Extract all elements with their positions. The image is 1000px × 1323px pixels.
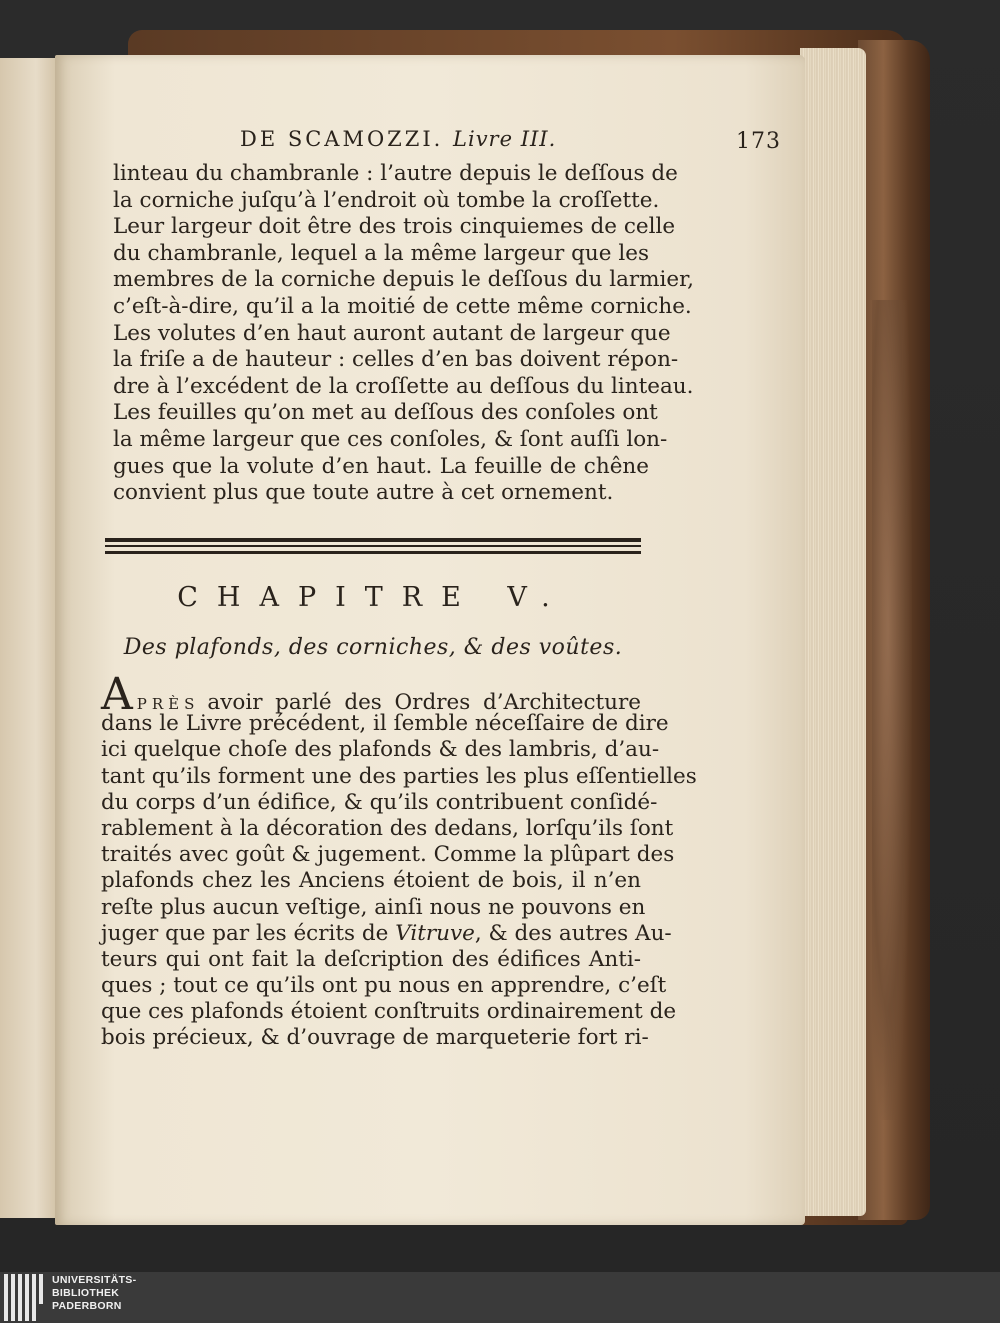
text-line: tant qu’ils forment une des parties les plus eſſentielles: [101, 763, 697, 789]
text-line: linteau du chambranle : l’autre depuis le deſſous de: [113, 161, 678, 186]
text-line: reſte plus aucun veſtige, ainſi nous ne pouvons en: [101, 894, 646, 920]
chapter-paragraph: [101, 669, 697, 1052]
text-line: la même largeur que ces conſoles, & ſont auſſi lon-: [113, 426, 668, 452]
chapter-subtitle: Des plafonds, des corniches, & des voûtes.: [123, 635, 623, 660]
first-line-text: avoir parlé des Ordres d’Architecture: [207, 690, 641, 715]
book-page: [55, 55, 805, 1225]
ornamental-rule-bottom: [105, 551, 641, 554]
text-line: dre à l’excédent de la croſſette au deſſous du linteau.: [113, 373, 694, 399]
text-line: bois précieux, & d’ouvrage de marqueterie fort ri-: [101, 1025, 649, 1051]
page-edges: [800, 48, 866, 1216]
text-line: juger que par les écrits de Vitruve, & des autres Au-: [101, 920, 672, 946]
paragraph-continued: [113, 161, 694, 507]
page-number: 173: [736, 129, 781, 154]
text-line: [101, 669, 641, 720]
running-head-book: Livre III.: [453, 127, 557, 151]
text-line: rablement à la décoration des dedans, lorſqu’ils ſont: [101, 815, 674, 841]
text-line: la corniche juſqu’à l’endroit où tombe la croſſette.: [113, 187, 660, 213]
text-line: membres de la corniche depuis le deſſous du larmier,: [113, 267, 694, 293]
chapter-title: CHAPITRE V.: [177, 582, 569, 613]
author-name: Vitruve: [395, 920, 475, 946]
text-line: convient plus que toute autre à cet ornement.: [113, 480, 614, 506]
text-line: la friſe a de hauteur : celles d’en bas doivent répon-: [113, 347, 679, 373]
running-head: [180, 127, 781, 157]
text-line: gues que la volute d’en haut. La feuille de chêne: [113, 453, 649, 479]
book-spine: [858, 40, 930, 1220]
library-logo-icon: [4, 1274, 46, 1321]
left-page-edge: [0, 58, 60, 1218]
ornamental-rule-top: [105, 538, 641, 542]
ornamental-rule-middle: [105, 545, 641, 547]
drop-capital: A: [101, 669, 133, 720]
text-line: dans le Livre précédent, il ſemble néceſſaire de dire: [101, 711, 669, 737]
text-line: Les volutes d’en haut auront autant de largeur que: [113, 320, 671, 346]
small-caps-word: PRÈS: [136, 695, 200, 713]
text-line: que ces plafonds étoient conſtruits ordinairement de: [101, 999, 677, 1025]
text-line: plafonds chez les Anciens étoient de bois, il n’en: [101, 868, 641, 894]
text-line: Leur largeur doit être des trois cinquiemes de celle: [113, 214, 676, 240]
text-line: traités avec goût & jugement. Comme la plûpart des: [101, 842, 675, 868]
text-line: ques ; tout ce qu’ils ont pu nous en apprendre, c’eſt: [101, 973, 667, 999]
text-line: teurs qui ont fait la deſcription des édifices Anti-: [101, 946, 641, 972]
text-line: ici quelque choſe des plafonds & des lambris, d’au-: [101, 737, 660, 763]
text-line: c’eſt-à-dire, qu’il a la moitié de cette même corniche.: [113, 293, 692, 319]
library-footer: [0, 1272, 1000, 1323]
running-head-title: DE SCAMOZZI. Livre III.: [240, 127, 557, 151]
text-line: du corps d’un édifice, & qu’ils contribuent conſidé-: [101, 789, 658, 815]
text-line: du chambranle, lequel a la même largeur que les: [113, 240, 649, 266]
text-line: Les feuilles qu’on met au deſſous des conſoles ont: [113, 400, 658, 426]
library-name: UNIVERSITÄTS- BIBLIOTHEK PADERBORN: [52, 1274, 137, 1312]
